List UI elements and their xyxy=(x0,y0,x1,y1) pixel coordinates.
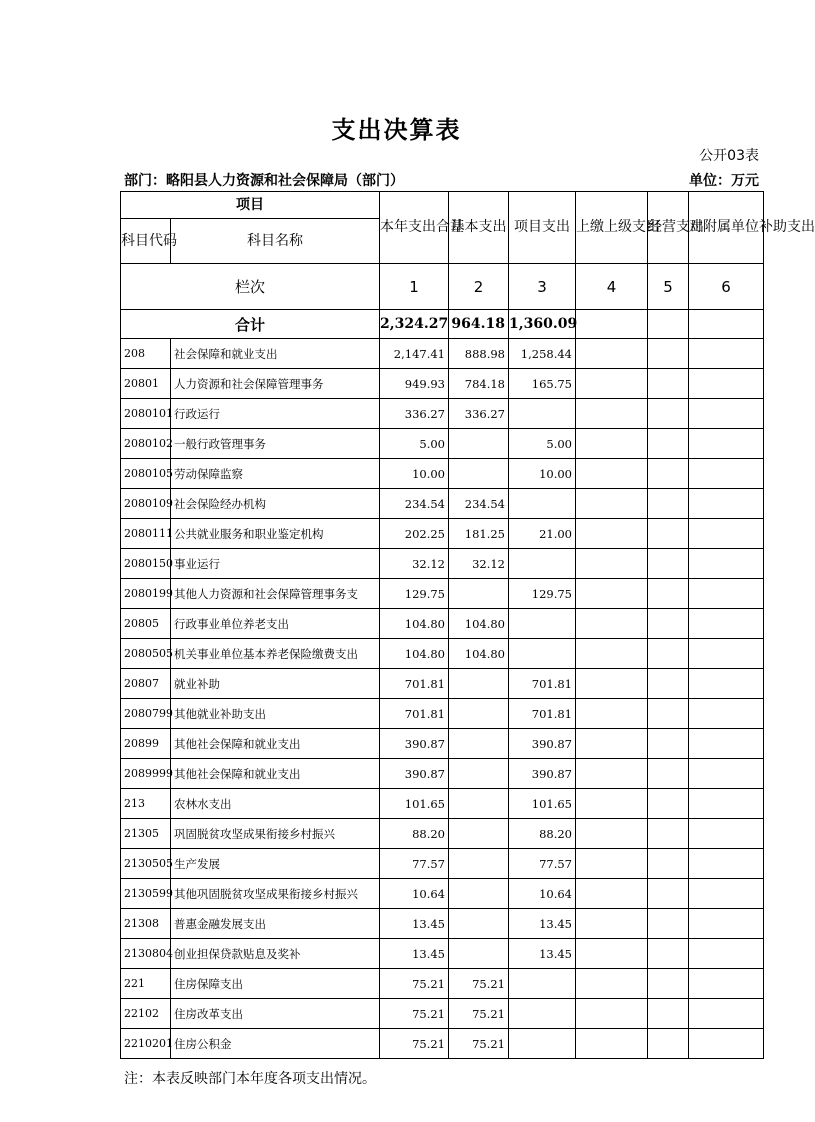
subject-code-cell: 22102 xyxy=(121,999,171,1029)
subject-name-cell: 其他社会保障和就业支出 xyxy=(171,729,380,759)
subject-code-cell: 2130804 xyxy=(121,939,171,969)
subject-code-cell: 20801 xyxy=(121,369,171,399)
table-row xyxy=(121,969,764,999)
total-expenditure-cell: 104.80 xyxy=(380,609,449,639)
total-expenditure-cell: 77.57 xyxy=(380,849,449,879)
operating-expenditure-cell xyxy=(648,639,689,669)
remit-superior-cell xyxy=(576,909,648,939)
project-expenditure-cell xyxy=(509,969,576,999)
total-expenditure-cell: 701.81 xyxy=(380,699,449,729)
operating-expenditure-cell xyxy=(648,879,689,909)
column-number: 1 xyxy=(380,264,449,310)
project-expenditure-cell: 10.00 xyxy=(509,459,576,489)
total-expenditure-cell: 949.93 xyxy=(380,369,449,399)
project-expenditure-cell: 390.87 xyxy=(509,759,576,789)
total-expenditure-cell: 5.00 xyxy=(380,429,449,459)
total-basic-cell: 964.18 xyxy=(449,310,509,339)
remit-superior-cell xyxy=(576,819,648,849)
remit-superior-cell xyxy=(576,759,648,789)
total-project-cell: 1,360.09 xyxy=(509,310,576,339)
total-expenditure-cell: 701.81 xyxy=(380,669,449,699)
subject-code-cell: 2080109 xyxy=(121,489,171,519)
column-number: 2 xyxy=(449,264,509,310)
project-expenditure-cell: 88.20 xyxy=(509,819,576,849)
subsidy-subordinate-cell xyxy=(689,579,764,609)
operating-expenditure-cell xyxy=(648,849,689,879)
header-project-expenditure: 项目支出 xyxy=(509,192,576,264)
table-row xyxy=(121,789,764,819)
project-expenditure-cell: 129.75 xyxy=(509,579,576,609)
project-expenditure-cell xyxy=(509,999,576,1029)
basic-expenditure-cell xyxy=(449,669,509,699)
operating-expenditure-cell xyxy=(648,999,689,1029)
remit-superior-cell xyxy=(576,669,648,699)
remit-superior-cell xyxy=(576,549,648,579)
total-remit-cell xyxy=(576,310,648,339)
page-title: 支出决算表 xyxy=(331,116,462,144)
table-row xyxy=(121,639,764,669)
remit-superior-cell xyxy=(576,399,648,429)
table-row xyxy=(121,609,764,639)
subject-name-cell: 生产发展 xyxy=(171,849,380,879)
footnote: 注：本表反映部门本年度各项支出情况。 xyxy=(124,1071,376,1087)
basic-expenditure-cell: 75.21 xyxy=(449,969,509,999)
subject-code-cell: 2130599 xyxy=(121,879,171,909)
column-number: 6 xyxy=(689,264,764,310)
subsidy-subordinate-cell xyxy=(689,1029,764,1059)
table-row xyxy=(121,549,764,579)
subject-code-cell: 21305 xyxy=(121,819,171,849)
header-subject-name: 科目名称 xyxy=(171,219,380,264)
operating-expenditure-cell xyxy=(648,579,689,609)
basic-expenditure-cell xyxy=(449,699,509,729)
basic-expenditure-cell: 888.98 xyxy=(449,339,509,369)
expenditure-table xyxy=(120,191,815,1059)
header-subject-code: 科目代码 xyxy=(121,219,171,264)
subsidy-subordinate-cell xyxy=(689,609,764,639)
column-number: 5 xyxy=(648,264,689,310)
project-expenditure-cell: 101.65 xyxy=(509,789,576,819)
subsidy-subordinate-cell xyxy=(689,999,764,1029)
total-expenditure-cell: 104.80 xyxy=(380,639,449,669)
operating-expenditure-cell xyxy=(648,369,689,399)
remit-superior-cell xyxy=(576,879,648,909)
subject-code-cell: 2080101 xyxy=(121,399,171,429)
subject-code-cell: 221 xyxy=(121,969,171,999)
subject-code-cell: 2080102 xyxy=(121,429,171,459)
basic-expenditure-cell: 32.12 xyxy=(449,549,509,579)
subject-name-cell: 创业担保贷款贴息及奖补 xyxy=(171,939,380,969)
basic-expenditure-cell: 336.27 xyxy=(449,399,509,429)
subsidy-subordinate-cell xyxy=(689,759,764,789)
basic-expenditure-cell xyxy=(449,909,509,939)
project-expenditure-cell xyxy=(509,1029,576,1059)
operating-expenditure-cell xyxy=(648,819,689,849)
remit-superior-cell xyxy=(576,1029,648,1059)
subject-code-cell: 2080111 xyxy=(121,519,171,549)
remit-superior-cell xyxy=(576,699,648,729)
remit-superior-cell xyxy=(576,429,648,459)
subject-code-cell: 2210201 xyxy=(121,1029,171,1059)
table-row xyxy=(121,429,764,459)
project-expenditure-cell: 10.64 xyxy=(509,879,576,909)
basic-expenditure-cell xyxy=(449,759,509,789)
header-subsidy-subordinate: 对附属单位补助支出 xyxy=(689,192,764,264)
basic-expenditure-cell: 75.21 xyxy=(449,999,509,1029)
subject-name-cell: 就业补助 xyxy=(171,669,380,699)
subsidy-subordinate-cell xyxy=(689,519,764,549)
operating-expenditure-cell xyxy=(648,429,689,459)
total-expenditure-cell: 336.27 xyxy=(380,399,449,429)
subsidy-subordinate-cell xyxy=(689,339,764,369)
unit-label: 单位：万元 xyxy=(689,173,759,189)
column-number: 4 xyxy=(576,264,648,310)
total-expenditure-cell: 10.64 xyxy=(380,879,449,909)
header-remit-superior: 上缴上级支出 xyxy=(576,192,648,264)
column-number-label: 栏次 xyxy=(121,264,380,310)
project-expenditure-cell: 21.00 xyxy=(509,519,576,549)
subsidy-subordinate-cell xyxy=(689,639,764,669)
operating-expenditure-cell xyxy=(648,699,689,729)
subsidy-subordinate-cell xyxy=(689,489,764,519)
subsidy-subordinate-cell xyxy=(689,909,764,939)
subsidy-subordinate-cell xyxy=(689,399,764,429)
column-number: 3 xyxy=(509,264,576,310)
project-expenditure-cell xyxy=(509,639,576,669)
remit-superior-cell xyxy=(576,729,648,759)
basic-expenditure-cell: 234.54 xyxy=(449,489,509,519)
total-label: 合计 xyxy=(121,310,380,339)
subject-name-cell: 社会保险经办机构 xyxy=(171,489,380,519)
subsidy-subordinate-cell xyxy=(689,789,764,819)
subject-code-cell: 2080105 xyxy=(121,459,171,489)
department-label: 部门：略阳县人力资源和社会保障局（部门） xyxy=(124,173,404,189)
subsidy-subordinate-cell xyxy=(689,429,764,459)
table-row xyxy=(121,999,764,1029)
total-row xyxy=(121,310,764,339)
subsidy-subordinate-cell xyxy=(689,729,764,759)
basic-expenditure-cell xyxy=(449,849,509,879)
subject-name-cell: 其他就业补助支出 xyxy=(171,699,380,729)
subject-name-cell: 其他社会保障和就业支出 xyxy=(171,759,380,789)
total-expenditure-cell: 10.00 xyxy=(380,459,449,489)
subsidy-subordinate-cell xyxy=(689,369,764,399)
subsidy-subordinate-cell xyxy=(689,699,764,729)
basic-expenditure-cell: 75.21 xyxy=(449,1029,509,1059)
operating-expenditure-cell xyxy=(648,759,689,789)
operating-expenditure-cell xyxy=(648,729,689,759)
subject-name-cell: 劳动保障监察 xyxy=(171,459,380,489)
subject-code-cell: 213 xyxy=(121,789,171,819)
subject-name-cell: 机关事业单位基本养老保险缴费支出 xyxy=(171,639,380,669)
total-expenditure-cell: 202.25 xyxy=(380,519,449,549)
subject-code-cell: 2089999 xyxy=(121,759,171,789)
basic-expenditure-cell xyxy=(449,879,509,909)
subject-code-cell: 21308 xyxy=(121,909,171,939)
total-expenditure-cell: 101.65 xyxy=(380,789,449,819)
project-expenditure-cell: 1,258.44 xyxy=(509,339,576,369)
table-row xyxy=(121,399,764,429)
subsidy-subordinate-cell xyxy=(689,939,764,969)
project-expenditure-cell: 701.81 xyxy=(509,669,576,699)
table-row xyxy=(121,579,764,609)
subject-code-cell: 208 xyxy=(121,339,171,369)
basic-expenditure-cell xyxy=(449,819,509,849)
subject-name-cell: 住房保障支出 xyxy=(171,969,380,999)
operating-expenditure-cell xyxy=(648,399,689,429)
project-expenditure-cell xyxy=(509,609,576,639)
remit-superior-cell xyxy=(576,609,648,639)
operating-expenditure-cell xyxy=(648,1029,689,1059)
table-row xyxy=(121,669,764,699)
operating-expenditure-cell xyxy=(648,909,689,939)
remit-superior-cell xyxy=(576,459,648,489)
table-row xyxy=(121,879,764,909)
basic-expenditure-cell: 104.80 xyxy=(449,639,509,669)
subject-code-cell: 2080799 xyxy=(121,699,171,729)
total-expenditure-cell: 234.54 xyxy=(380,489,449,519)
subsidy-subordinate-cell xyxy=(689,819,764,849)
subject-code-cell: 2080505 xyxy=(121,639,171,669)
table-row xyxy=(121,369,764,399)
subsidy-subordinate-cell xyxy=(689,669,764,699)
project-expenditure-cell: 390.87 xyxy=(509,729,576,759)
subject-name-cell: 一般行政管理事务 xyxy=(171,429,380,459)
project-expenditure-cell: 5.00 xyxy=(509,429,576,459)
total-expenditure-cell: 75.21 xyxy=(380,1029,449,1059)
subject-name-cell: 事业运行 xyxy=(171,549,380,579)
operating-expenditure-cell xyxy=(648,519,689,549)
subject-code-cell: 20805 xyxy=(121,609,171,639)
subject-name-cell: 社会保障和就业支出 xyxy=(171,339,380,369)
table-row xyxy=(121,699,764,729)
subject-name-cell: 人力资源和社会保障管理事务 xyxy=(171,369,380,399)
column-number-row xyxy=(121,264,764,310)
remit-superior-cell xyxy=(576,849,648,879)
project-expenditure-cell xyxy=(509,489,576,519)
subsidy-subordinate-cell xyxy=(689,879,764,909)
operating-expenditure-cell xyxy=(648,459,689,489)
basic-expenditure-cell xyxy=(449,939,509,969)
header-item: 项目 xyxy=(121,192,380,219)
total-expenditure-cell: 2,147.41 xyxy=(380,339,449,369)
form-number: 公开03表 xyxy=(699,148,759,164)
total-expenditure-cell: 129.75 xyxy=(380,579,449,609)
project-expenditure-cell: 13.45 xyxy=(509,909,576,939)
table-row xyxy=(121,519,764,549)
total-expenditure-cell: 390.87 xyxy=(380,759,449,789)
basic-expenditure-cell xyxy=(449,729,509,759)
operating-expenditure-cell xyxy=(648,339,689,369)
remit-superior-cell xyxy=(576,339,648,369)
basic-expenditure-cell xyxy=(449,579,509,609)
subject-code-cell: 2130505 xyxy=(121,849,171,879)
operating-expenditure-cell xyxy=(648,969,689,999)
table-row xyxy=(121,939,764,969)
header-total-expenditure: 本年支出合计 xyxy=(380,192,449,264)
basic-expenditure-cell: 181.25 xyxy=(449,519,509,549)
project-expenditure-cell: 77.57 xyxy=(509,849,576,879)
basic-expenditure-cell: 104.80 xyxy=(449,609,509,639)
remit-superior-cell xyxy=(576,969,648,999)
subject-name-cell: 住房改革支出 xyxy=(171,999,380,1029)
subject-code-cell: 20899 xyxy=(121,729,171,759)
basic-expenditure-cell: 784.18 xyxy=(449,369,509,399)
subject-code-cell: 2080199 xyxy=(121,579,171,609)
subsidy-subordinate-cell xyxy=(689,549,764,579)
header-basic-expenditure: 基本支出 xyxy=(449,192,509,264)
table-row xyxy=(121,729,764,759)
total-expenditure-cell: 32.12 xyxy=(380,549,449,579)
subject-name-cell: 其他巩固脱贫攻坚成果衔接乡村振兴 xyxy=(171,879,380,909)
remit-superior-cell xyxy=(576,519,648,549)
table-row xyxy=(121,759,764,789)
subject-name-cell: 行政运行 xyxy=(171,399,380,429)
total-expenditure-cell: 75.21 xyxy=(380,999,449,1029)
remit-superior-cell xyxy=(576,789,648,819)
subject-name-cell: 住房公积金 xyxy=(171,1029,380,1059)
table-row xyxy=(121,819,764,849)
total-expenditure-cell: 13.45 xyxy=(380,909,449,939)
table-row xyxy=(121,339,764,369)
operating-expenditure-cell xyxy=(648,669,689,699)
project-expenditure-cell: 165.75 xyxy=(509,369,576,399)
remit-superior-cell xyxy=(576,579,648,609)
total-expenditure-cell: 75.21 xyxy=(380,969,449,999)
table-row xyxy=(121,909,764,939)
basic-expenditure-cell xyxy=(449,789,509,819)
total-subsidy-cell xyxy=(689,310,764,339)
basic-expenditure-cell xyxy=(449,429,509,459)
basic-expenditure-cell xyxy=(449,459,509,489)
total-expenditure-cell: 13.45 xyxy=(380,939,449,969)
project-expenditure-cell xyxy=(509,399,576,429)
operating-expenditure-cell xyxy=(648,609,689,639)
subject-name-cell: 其他人力资源和社会保障管理事务支 xyxy=(171,579,380,609)
total-operating-cell xyxy=(648,310,689,339)
subsidy-subordinate-cell xyxy=(689,969,764,999)
operating-expenditure-cell xyxy=(648,549,689,579)
project-expenditure-cell xyxy=(509,549,576,579)
subject-name-cell: 巩固脱贫攻坚成果衔接乡村振兴 xyxy=(171,819,380,849)
remit-superior-cell xyxy=(576,639,648,669)
subject-code-cell: 20807 xyxy=(121,669,171,699)
table-row xyxy=(121,849,764,879)
subject-code-cell: 2080150 xyxy=(121,549,171,579)
table-row xyxy=(121,1029,764,1059)
operating-expenditure-cell xyxy=(648,489,689,519)
subsidy-subordinate-cell xyxy=(689,459,764,489)
header-operating-expenditure: 经营支出 xyxy=(648,192,689,264)
remit-superior-cell xyxy=(576,939,648,969)
subject-name-cell: 普惠金融发展支出 xyxy=(171,909,380,939)
subject-name-cell: 公共就业服务和职业鉴定机构 xyxy=(171,519,380,549)
total-total-cell: 2,324.27 xyxy=(380,310,449,339)
total-expenditure-cell: 88.20 xyxy=(380,819,449,849)
table-row xyxy=(121,459,764,489)
subsidy-subordinate-cell xyxy=(689,849,764,879)
table-row xyxy=(121,489,764,519)
subject-name-cell: 农林水支出 xyxy=(171,789,380,819)
operating-expenditure-cell xyxy=(648,939,689,969)
operating-expenditure-cell xyxy=(648,789,689,819)
project-expenditure-cell: 13.45 xyxy=(509,939,576,969)
remit-superior-cell xyxy=(576,489,648,519)
remit-superior-cell xyxy=(576,369,648,399)
total-expenditure-cell: 390.87 xyxy=(380,729,449,759)
subject-name-cell: 行政事业单位养老支出 xyxy=(171,609,380,639)
remit-superior-cell xyxy=(576,999,648,1029)
project-expenditure-cell: 701.81 xyxy=(509,699,576,729)
